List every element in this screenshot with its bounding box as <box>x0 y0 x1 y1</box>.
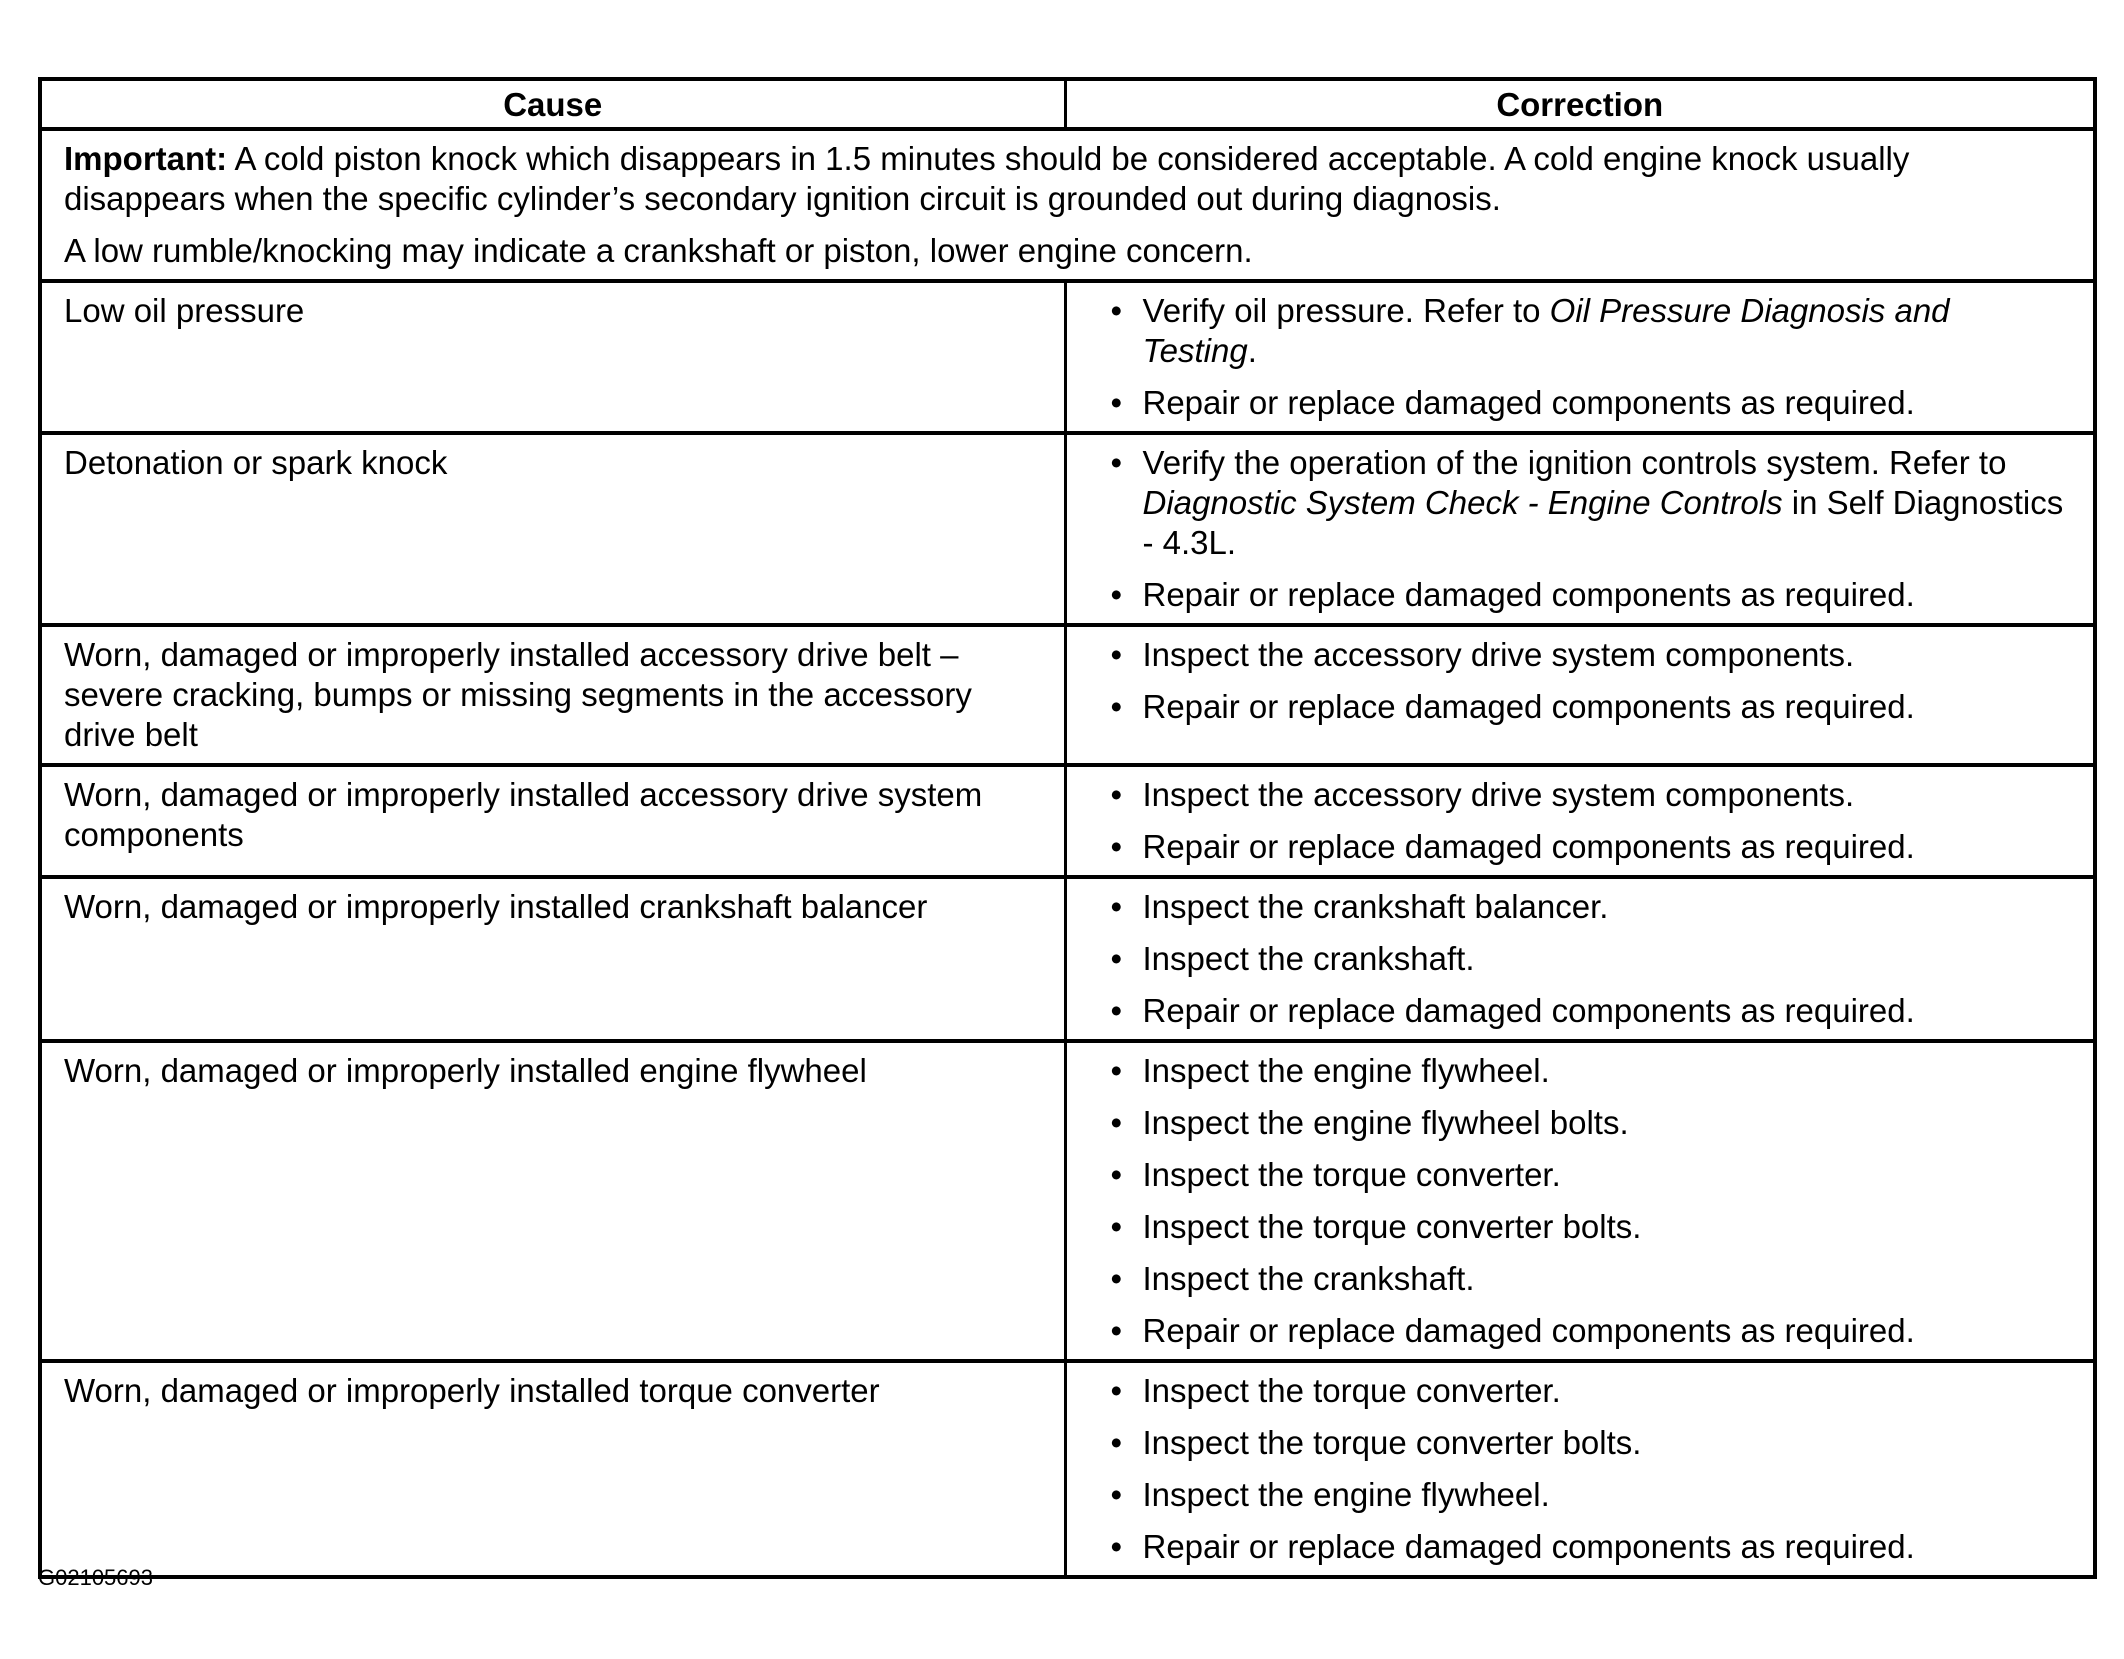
reference-link-text: Diagnostic System Check - Engine Controls <box>1142 484 1783 521</box>
correction-item <box>1111 383 2072 423</box>
correction-item <box>1111 291 2072 371</box>
correction-text: Verify oil pressure. Refer to <box>1142 292 1550 329</box>
correction-item <box>1111 575 2072 615</box>
correction-text: Inspect the torque converter bolts. <box>1142 1208 1642 1245</box>
correction-item <box>1111 1527 2072 1567</box>
correction-text: Repair or replace damaged components as required. <box>1142 1528 1915 1565</box>
cause-cell: Worn, damaged or improperly installed torque converter <box>40 1361 1065 1577</box>
note-text-1: A cold piston knock which disappears in 1.5 minutes should be considered acceptable. A cold engine knock usually disappears when the specific cylinder’s secondary ignition circuit is grounded out during diagnosis. <box>64 140 1910 217</box>
correction-text: Inspect the accessory drive system components. <box>1142 776 1855 813</box>
correction-item <box>1111 1103 2072 1143</box>
figure-id: G02105693 <box>38 1565 153 1590</box>
correction-cell <box>1065 1041 2095 1361</box>
correction-item <box>1111 1155 2072 1195</box>
correction-text: . <box>1247 332 1257 369</box>
correction-list <box>1089 887 2072 1031</box>
correction-item <box>1111 1311 2072 1351</box>
important-note-row <box>40 129 2095 281</box>
cause-cell: Low oil pressure <box>40 281 1065 433</box>
cause-cell: Worn, damaged or improperly installed accessory drive system components <box>40 765 1065 877</box>
table-row <box>40 281 2095 433</box>
table-row <box>40 433 2095 625</box>
correction-item <box>1111 887 2072 927</box>
correction-list <box>1089 291 2072 423</box>
correction-list <box>1089 775 2072 867</box>
correction-cell <box>1065 765 2095 877</box>
cause-column-header: Cause <box>40 79 1065 129</box>
table-row <box>40 877 2095 1041</box>
table-row <box>40 1041 2095 1361</box>
correction-text: Repair or replace damaged components as required. <box>1142 992 1915 1029</box>
table-row <box>40 765 2095 877</box>
correction-item <box>1111 991 2072 1031</box>
correction-text: Inspect the engine flywheel. <box>1142 1052 1550 1089</box>
correction-item <box>1111 443 2072 563</box>
correction-text: Inspect the accessory drive system components. <box>1142 636 1855 673</box>
correction-item <box>1111 1371 2072 1411</box>
important-note <box>40 129 2095 281</box>
correction-text: Inspect the torque converter. <box>1142 1156 1561 1193</box>
correction-item <box>1111 687 2072 727</box>
correction-item <box>1111 1475 2072 1515</box>
note-paragraph-2: A low rumble/knocking may indicate a crankshaft or piston, lower engine concern. <box>64 232 1253 269</box>
cause-cell: Worn, damaged or improperly installed crankshaft balancer <box>40 877 1065 1041</box>
correction-column-header: Correction <box>1065 79 2095 129</box>
correction-list <box>1089 635 2072 727</box>
correction-cell <box>1065 625 2095 765</box>
correction-text: Inspect the crankshaft balancer. <box>1142 888 1609 925</box>
cause-cell: Worn, damaged or improperly installed accessory drive belt – severe cracking, bumps or missing segments in the accessory drive belt <box>40 625 1065 765</box>
correction-text: Verify the operation of the ignition controls system. Refer to <box>1142 444 2007 481</box>
correction-text: Inspect the torque converter bolts. <box>1142 1424 1642 1461</box>
correction-text: Repair or replace damaged components as required. <box>1142 688 1915 725</box>
correction-item <box>1111 1423 2072 1463</box>
correction-text: Repair or replace damaged components as required. <box>1142 576 1915 613</box>
correction-cell <box>1065 281 2095 433</box>
cause-cell: Detonation or spark knock <box>40 433 1065 625</box>
correction-cell <box>1065 877 2095 1041</box>
correction-text: Inspect the crankshaft. <box>1142 1260 1475 1297</box>
correction-cell <box>1065 433 2095 625</box>
correction-text: Repair or replace damaged components as required. <box>1142 1312 1915 1349</box>
correction-item <box>1111 1259 2072 1299</box>
correction-cell <box>1065 1361 2095 1577</box>
cause-cell: Worn, damaged or improperly installed engine flywheel <box>40 1041 1065 1361</box>
correction-text: Inspect the engine flywheel. <box>1142 1476 1550 1513</box>
note-paragraph-1 <box>64 139 2071 219</box>
correction-item <box>1111 635 2072 675</box>
correction-text: Inspect the crankshaft. <box>1142 940 1475 977</box>
correction-item <box>1111 1207 2072 1247</box>
correction-item <box>1111 827 2072 867</box>
correction-list <box>1089 443 2072 615</box>
correction-text: Inspect the torque converter. <box>1142 1372 1561 1409</box>
note-label: Important: <box>64 140 228 177</box>
correction-text: in Self Diagnostics - 4.3L. <box>1142 484 2064 561</box>
header-row <box>40 79 2095 129</box>
correction-item <box>1111 939 2072 979</box>
reference-link-text: Oil Pressure Diagnosis and Testing <box>1142 292 1950 369</box>
correction-text: Repair or replace damaged components as required. <box>1142 828 1915 865</box>
table-row <box>40 625 2095 765</box>
correction-text: Inspect the engine flywheel bolts. <box>1142 1104 1629 1141</box>
correction-list <box>1089 1051 2072 1351</box>
table-row <box>40 1361 2095 1577</box>
correction-text: Repair or replace damaged components as required. <box>1142 384 1915 421</box>
correction-list <box>1089 1371 2072 1567</box>
table-body <box>40 129 2095 1577</box>
correction-item <box>1111 775 2072 815</box>
diagnosis-table <box>38 77 2097 1579</box>
correction-item <box>1111 1051 2072 1091</box>
